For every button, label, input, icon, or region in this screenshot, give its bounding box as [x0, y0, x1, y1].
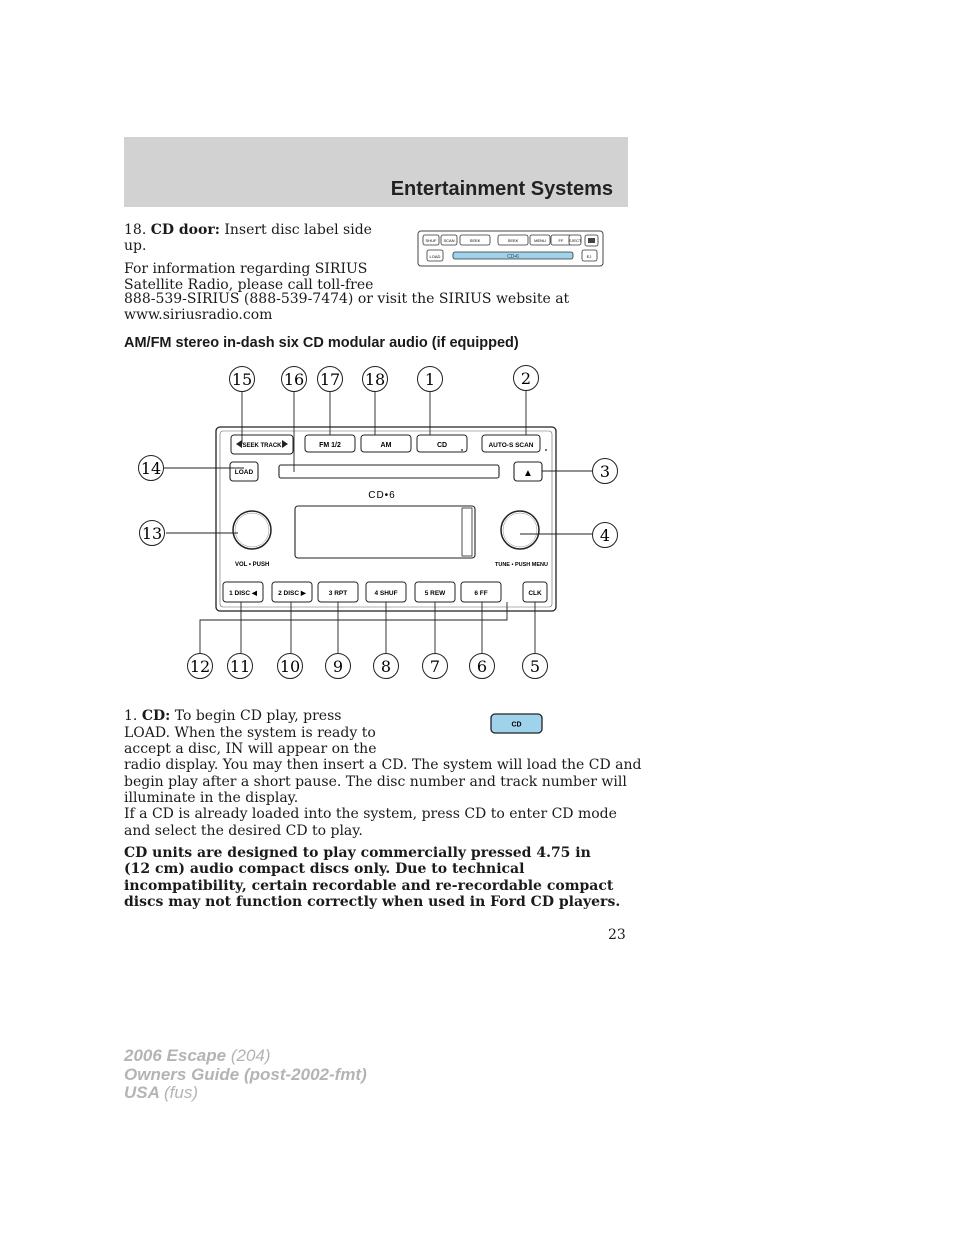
preset-1-label: 1 DISC ◀	[229, 590, 257, 597]
callout-3: 3	[599, 462, 611, 481]
callout-7: 7	[429, 657, 441, 676]
seek-track-button	[231, 435, 293, 454]
volume-knob	[233, 511, 271, 549]
callout-18: 18	[364, 370, 386, 389]
preset-4-button	[366, 582, 406, 602]
warning-line3: incompatibility, certain recordable and re-recordable compact	[124, 877, 614, 894]
thumb-label: SHUF	[425, 238, 437, 243]
thumb-label: MENU	[534, 238, 546, 243]
thumb-eject-label: EJ	[586, 254, 592, 259]
eject-button	[514, 462, 542, 481]
display-edge	[462, 508, 472, 556]
item-1-line3: accept a disc, IN will appear on the	[124, 741, 377, 757]
preset-6-button	[461, 582, 501, 602]
callout-15: 15	[231, 370, 253, 389]
callout-14: 14	[140, 459, 162, 478]
footer-line1: 2006 Escape (204)	[124, 1046, 271, 1065]
callout-5: 5	[529, 657, 541, 676]
warning-line2: (12 cm) audio compact discs only. Due to technical	[124, 861, 525, 878]
clk-button	[523, 582, 547, 602]
cd-button-illustration	[490, 713, 543, 734]
tune-knob	[501, 511, 539, 549]
load-label: LOAD	[234, 469, 254, 476]
callout-17: 17	[319, 370, 341, 389]
sirius-line4: www.siriusradio.com	[124, 307, 273, 323]
callout-9: 9	[332, 657, 344, 676]
preset-5-label: 5 REW	[424, 590, 446, 597]
am-label: AM	[380, 442, 392, 449]
callout-10: 10	[279, 657, 301, 676]
preset-3-button	[318, 582, 358, 602]
thumb-brand: CD•6	[507, 254, 519, 260]
eject-icon: ▲	[523, 468, 533, 479]
cd-button	[417, 435, 467, 452]
callout-1: 1	[424, 370, 436, 389]
preset-5-button	[415, 582, 455, 602]
thumb-label: SCAN	[443, 238, 455, 243]
callout-4: 4	[599, 526, 611, 545]
autos-scan-label: AUTO-S SCAN	[488, 442, 534, 449]
preset-4-label: 4 SHUF	[374, 590, 398, 597]
section-heading: AM/FM stereo in-dash six CD modular audio (if equipped)	[124, 335, 519, 351]
item-1-line2: LOAD. When the system is ready to	[124, 725, 376, 741]
footer-line3: USA (fus)	[124, 1083, 198, 1102]
radio-brand: CD•6	[368, 490, 396, 501]
preset-2-label: 2 DISC ▶	[278, 590, 306, 597]
radio-display	[295, 506, 475, 558]
clk-label: CLK	[528, 590, 542, 597]
item-1-line5: begin play after a short pause. The disc number and track number will	[124, 774, 627, 790]
callout-8: 8	[380, 657, 392, 676]
item-1-line1: 1. CD: To begin CD play, press	[124, 708, 342, 724]
item-18-line1: 18. CD door: Insert disc label side	[124, 222, 372, 238]
callout-11: 11	[229, 657, 251, 676]
volume-label: VOL • PUSH	[235, 562, 270, 568]
am-button	[361, 435, 411, 452]
callout-2: 2	[520, 369, 532, 388]
item-1-line7: If a CD is already loaded into the system, press CD to enter CD mode	[124, 806, 617, 822]
indicator-dot	[545, 449, 547, 451]
fm-button	[305, 435, 355, 452]
page-title: Entertainment Systems	[390, 178, 613, 200]
preset-3-label: 3 RPT	[328, 590, 348, 597]
thumb-label: EJECT	[568, 238, 582, 243]
header-band	[124, 137, 628, 207]
radio-diagram	[124, 355, 628, 695]
item-1-line8: and select the desired CD to play.	[124, 823, 363, 839]
cd-button-illustration-label: CD	[511, 721, 522, 729]
item-1-line4: radio display. You may then insert a CD. The system will load the CD and	[124, 757, 642, 773]
seek-track-label: SEEK TRACK	[242, 443, 282, 449]
footer	[124, 1047, 367, 1103]
cd-label: CD	[436, 442, 448, 449]
thumb-load-label: LOAD	[429, 254, 441, 259]
sirius-line1: For information regarding SIRIUS	[124, 261, 368, 277]
sirius-line3: 888-539-SIRIUS (888-539-7474) or visit the SIRIUS website at	[124, 291, 570, 307]
tune-label: TUNE • PUSH MENU	[495, 562, 548, 568]
fm-label: FM 1/2	[319, 442, 341, 449]
load-button	[230, 462, 258, 481]
item-18-line2: up.	[124, 238, 147, 254]
thumb-icon	[588, 238, 595, 243]
radio-thumbnail	[417, 230, 605, 268]
callout-13: 13	[141, 524, 163, 543]
cd-warning	[124, 845, 624, 910]
footer-line2: Owners Guide (post-2002-fmt)	[124, 1064, 367, 1084]
warning-line1: CD units are designed to play commercially pressed 4.75 in	[124, 845, 591, 861]
thumb-label: FF	[558, 238, 564, 243]
warning-line4: discs may not function correctly when used in Ford CD players.	[124, 893, 621, 910]
autos-scan-button	[482, 435, 540, 452]
item-1-line6: illuminate in the display.	[124, 790, 299, 806]
thumb-label: SEEK	[507, 238, 519, 243]
preset-6-label: 6 FF	[474, 590, 488, 597]
sirius-line2: Satellite Radio, please call toll-free	[124, 277, 374, 293]
page-number: 23	[608, 927, 626, 943]
preset-2-button	[272, 582, 312, 602]
indicator-dot	[461, 449, 463, 451]
preset-1-button	[223, 582, 263, 602]
callout-16: 16	[283, 370, 305, 389]
callout-12: 12	[189, 657, 211, 676]
cd-door-slot	[279, 465, 499, 478]
callout-6: 6	[476, 657, 488, 676]
thumb-label: SEEK	[469, 238, 481, 243]
